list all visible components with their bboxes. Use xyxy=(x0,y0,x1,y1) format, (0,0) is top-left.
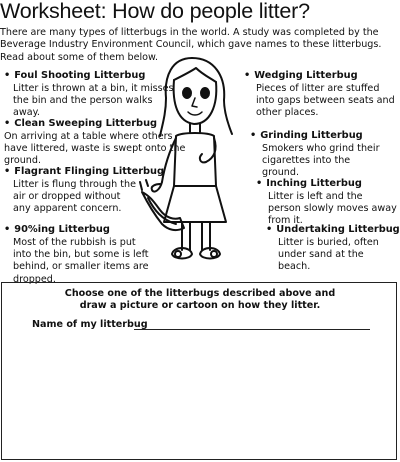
drawing-activity-box[interactable] xyxy=(1,282,397,460)
instruction-line-2: draw a picture or cartoon on how they litter. xyxy=(79,300,321,312)
litterbug-heading: Flagrant Flinging Litterbug xyxy=(14,166,165,177)
litterbug-description: Most of the rubbish is put into the bin, but some is left behind, or smaller items are dropped. xyxy=(13,236,149,285)
bullet-marker: • xyxy=(266,224,273,235)
intro-paragraph: There are many types of litterbugs in the world. A study was completed by the Beverage Industry Environment Council, which gave names to these litterbugs. Read about some of them below. xyxy=(0,27,382,63)
bullet-marker: • xyxy=(4,70,11,81)
bullet-marker: • xyxy=(256,178,263,189)
litterbug-description: Pieces of litter are stuffed into gaps between seats and other places. xyxy=(256,82,395,119)
bullet-marker: • xyxy=(4,166,11,177)
page-title: Worksheet: How do people litter? xyxy=(0,0,310,23)
litterbug-description: Litter is left and the person slowly moves away from it. xyxy=(268,190,397,227)
bullet-marker: • xyxy=(250,130,257,141)
bullet-marker: • xyxy=(244,70,251,81)
litterbug-heading: Foul Shooting Litterbug xyxy=(14,70,146,81)
activity-instructions xyxy=(2,288,398,313)
person-dropping-litter-drawing-icon xyxy=(138,54,246,280)
litterbug-heading: 90%ing Litterbug xyxy=(14,224,110,235)
bullet-marker: • xyxy=(4,224,11,235)
litterbug-item-wedging xyxy=(244,70,396,120)
litterbug-item-flagrant-flinging xyxy=(4,166,165,216)
litterbug-heading: Inching Litterbug xyxy=(266,178,362,189)
litterbug-name-label: Name of my litterbug xyxy=(32,319,148,330)
litterbug-item-90-percenting xyxy=(4,224,154,286)
litterbug-heading: Clean Sweeping Litterbug xyxy=(14,118,158,129)
litterbug-heading: Grinding Litterbug xyxy=(260,130,363,141)
litterbug-description: Litter is thrown at a bin, it misses the bin and the person walks away. xyxy=(13,82,174,119)
litterbug-item-undertaking xyxy=(266,224,398,274)
litterbug-name-field[interactable] xyxy=(134,329,370,330)
instruction-line-1: Choose one of the litterbugs described above and xyxy=(64,288,336,299)
litterbug-description: Litter is flung through the air or dropped without any apparent concern. xyxy=(13,178,136,215)
litterbug-heading: Undertaking Litterbug xyxy=(276,224,400,235)
litterbug-description: Smokers who grind their cigarettes into the ground. xyxy=(262,142,380,179)
litterbug-item-grinding xyxy=(250,130,390,180)
litterbug-item-inching xyxy=(256,178,398,228)
litterbug-description: On arriving at a table where others have littered, waste is swept onto the ground. xyxy=(4,130,186,167)
litter-wrapper-icon xyxy=(136,188,190,236)
bullet-marker: • xyxy=(4,118,11,129)
litterbug-description: Litter is buried, often under sand at the beach. xyxy=(278,236,379,273)
litterbug-heading: Wedging Litterbug xyxy=(254,70,358,81)
